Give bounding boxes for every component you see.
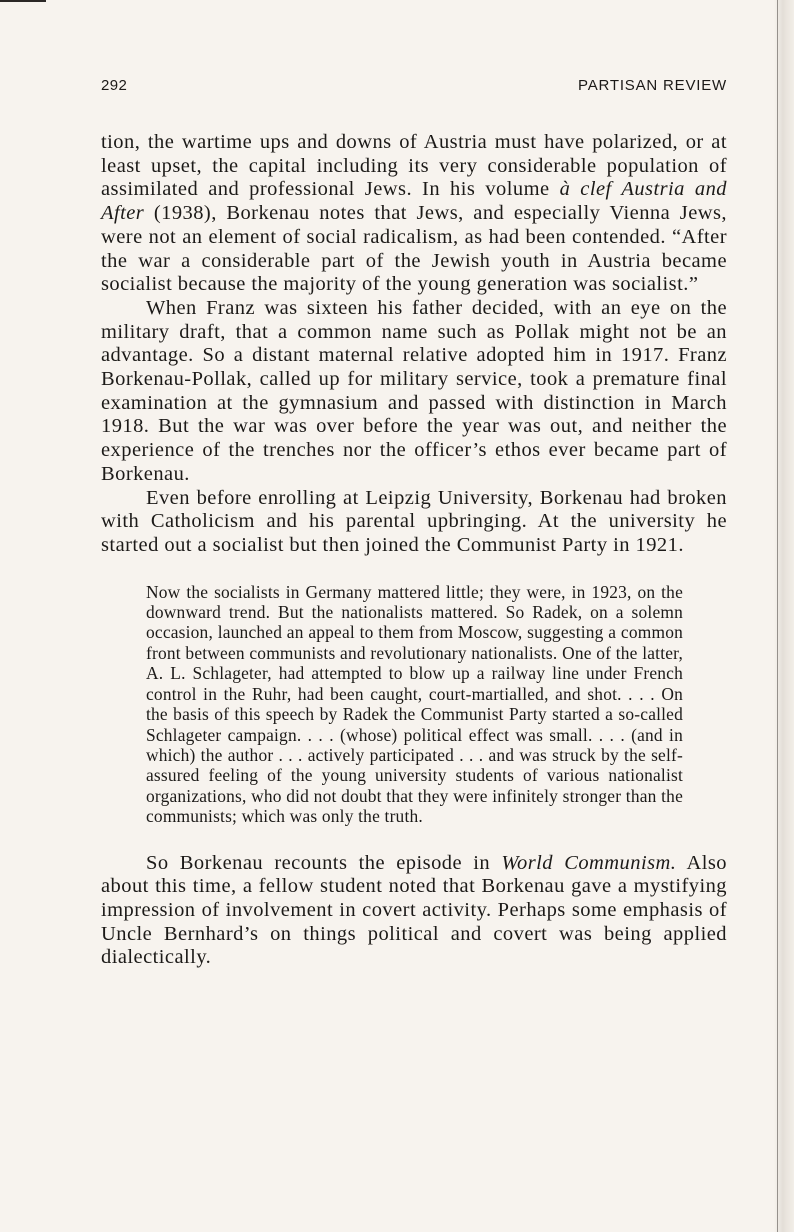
page-header [101, 77, 727, 101]
paragraph-2: When Franz was sixteen his father decided, with an eye on the military draft, that a common name such as Pollak might not be an advantage. So a distant maternal relative adopted him in 1917. Franz Borkenau-Pollak, called up for military service, took a premature final examination at the gymnasium and passed with distinction in March 1918. But the war was over before the year was out, and neither the experience of the trenches nor the officer’s ethos ever became part of Borkenau. [101, 296, 727, 485]
paragraph-4-text-a: So Borkenau recounts the episode in [146, 851, 502, 874]
top-edge-rule [0, 0, 46, 2]
paragraph-4 [101, 852, 727, 971]
paragraph-1-text-a: tion, the wartime ups and downs of Austria must have polarized, or at least upset, the capital including its very considerable population of assimilated and professional Jews. In his volume [101, 131, 727, 201]
article-body [101, 131, 727, 970]
paragraph-3: Even before enrolling at Leipzig University, Borkenau had broken with Catholicism and his parental upbringing. At the university he started out a socialist but then joined the Communist Party in 1921. [101, 486, 727, 556]
paragraph-1 [101, 131, 727, 297]
book-title-italic-2: World Communism. [501, 851, 677, 874]
block-quote: Now the socialists in Germany mattered little; they were, in 1923, on the downward trend. But the nationalists mattered. So Radek, on a solemn occasion, launched an appeal to them from Moscow, suggesting a common front between communists and revolutionary nationalists. One of the latter, A. L. Schlageter, had attempted to blow up a railway line under French control in the Ruhr, had been caught, court-martialled, and shot. . . . On the basis of this speech by Radek the Communist Party started a so-called Schlageter campaign. . . . (whose) political effect was small. . . . (and in which) the author . . . actively participated . . . and was struck by the self-assured feeling of the young university students of various nationalist organizations, who did not doubt that they were infinitely stronger than the communists; which was only the truth. [146, 581, 683, 827]
running-head: PARTISAN REVIEW [578, 77, 727, 94]
book-title-italic: à clef Austria and After [101, 178, 727, 225]
paragraph-1-text-b: (1938), Borkenau notes that Jews, and especially Vienna Jews, were not an element of social radicalism, as had been contended. “After the war a considerable part of the Jewish youth in Austria became socialist because the majority of the young generation was socialist.” [101, 202, 727, 296]
page-edge-line [777, 0, 778, 1232]
page-number: 292 [101, 77, 128, 94]
paragraph-4-text-b: Also about this time, a fellow student noted that Borkenau gave a mystifying impression of involvement in covert activity. Perhaps some emphasis of Uncle Bernhard’s on things political and covert was being applied dialectically. [101, 851, 727, 969]
